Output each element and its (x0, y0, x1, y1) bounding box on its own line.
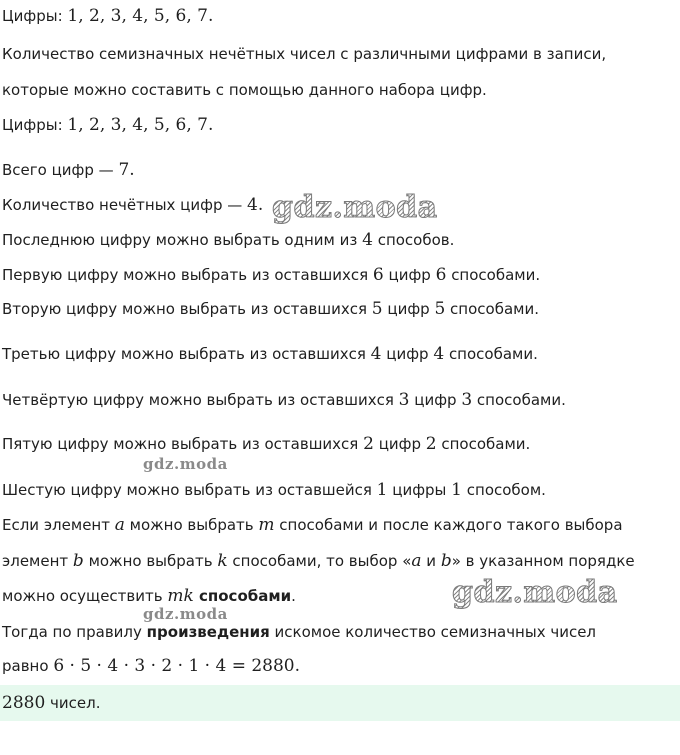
answer-text: 2880 чисел. (2, 693, 101, 713)
text-line: можно осуществить mk способами. (2, 586, 296, 606)
text-line: Последнюю цифру можно выбрать одним из 4 способов. (2, 230, 455, 250)
text-line: равно 6 · 5 · 4 · 3 · 2 · 1 · 4 = 2880. (2, 656, 301, 676)
text-line: Если элемент a можно выбрать m способами и после каждого такого выбора (2, 515, 623, 535)
answer-box (0, 685, 680, 721)
text-line: элемент b можно выбрать k способами, то выбор «a и b» в указанном порядке (2, 551, 635, 571)
text-line: Шестую цифру можно выбрать из оставшейся 1 цифры 1 способом. (2, 480, 546, 500)
text-line: Цифры: 1, 2, 3, 4, 5, 6, 7. (2, 6, 214, 26)
text-line: Количество семизначных нечётных чисел с различными цифрами в записи, (2, 45, 607, 63)
text-line: Вторую цифру можно выбрать из оставшихся 5 цифр 5 способами. (2, 299, 539, 319)
watermark: gdz.moda (143, 455, 228, 473)
text-line: которые можно составить с помощью данного набора цифр. (2, 81, 487, 99)
watermark: gdz.moda (452, 575, 618, 610)
text-line: Количество нечётных цифр — 4. (2, 195, 264, 215)
text-line: Пятую цифру можно выбрать из оставшихся 2 цифр 2 способами. (2, 434, 531, 454)
text-line: Всего цифр — 7. (2, 160, 135, 180)
text-line: Третью цифру можно выбрать из оставшихся 4 цифр 4 способами. (2, 344, 538, 364)
text-line: Цифры: 1, 2, 3, 4, 5, 6, 7. (2, 115, 214, 135)
watermark: gdz.moda (272, 190, 438, 225)
text-line: Тогда по правилу произведения искомое количество семизначных чисел (2, 623, 597, 641)
text-line: Четвёртую цифру можно выбрать из оставшихся 3 цифр 3 способами. (2, 390, 566, 410)
watermark: gdz.moda (143, 605, 228, 623)
text-line: Первую цифру можно выбрать из оставшихся 6 цифр 6 способами. (2, 265, 541, 285)
